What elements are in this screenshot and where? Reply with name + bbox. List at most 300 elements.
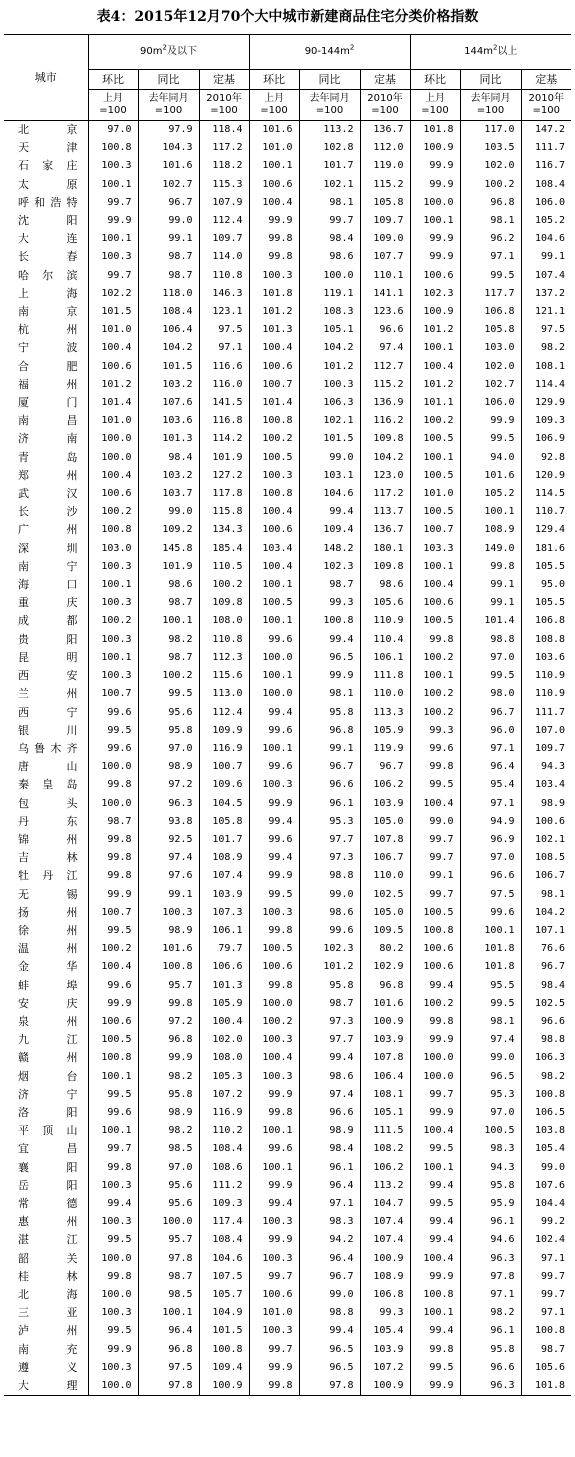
- index-value: 107.6: [521, 1177, 571, 1195]
- index-value: 96.6: [521, 1013, 571, 1031]
- index-value: 109.2: [138, 521, 199, 539]
- index-value: 106.0: [460, 394, 521, 412]
- index-value: 105.6: [521, 1359, 571, 1377]
- index-value: 99.8: [249, 1377, 299, 1396]
- index-value: 98.7: [299, 995, 360, 1013]
- table-row: [4, 1286, 571, 1304]
- group-header-large: $144m^2$以上: [410, 35, 571, 70]
- index-value: 96.4: [299, 1250, 360, 1268]
- table-row: [4, 1250, 571, 1268]
- index-value: 96.1: [299, 1159, 360, 1177]
- index-value: 104.2: [138, 339, 199, 357]
- index-value: 97.1: [521, 1250, 571, 1268]
- index-value: 111.2: [199, 1177, 249, 1195]
- index-value: 97.3: [299, 849, 360, 867]
- table-row: [4, 339, 571, 357]
- city-name: 唐山: [18, 760, 78, 774]
- index-value: 123.0: [360, 467, 410, 485]
- index-value: 107.8: [360, 1049, 410, 1067]
- index-value: 100.1: [460, 922, 521, 940]
- table-row: [4, 176, 571, 194]
- index-value: 99.9: [249, 1359, 299, 1377]
- index-value: 146.3: [199, 285, 249, 303]
- index-value: 100.8: [88, 521, 138, 539]
- table-row: [4, 649, 571, 667]
- index-value: 101.6: [360, 995, 410, 1013]
- index-value: 117.2: [199, 139, 249, 157]
- index-value: 99.5: [88, 1086, 138, 1104]
- index-value: 103.9: [360, 1341, 410, 1359]
- index-value: 98.6: [299, 248, 360, 266]
- city-column-header: 城市: [4, 35, 88, 121]
- index-value: 100.0: [88, 758, 138, 776]
- table-row: [4, 376, 571, 394]
- index-value: 97.1: [521, 1304, 571, 1322]
- index-value: 121.1: [521, 303, 571, 321]
- index-value: 99.8: [138, 995, 199, 1013]
- table-row: [4, 576, 571, 594]
- index-value: 99.4: [410, 1231, 460, 1249]
- table-row: [4, 358, 571, 376]
- index-value: 116.6: [199, 358, 249, 376]
- index-value: 108.4: [199, 1231, 249, 1249]
- city-name: 大理: [18, 1379, 78, 1393]
- index-value: 110.0: [360, 867, 410, 885]
- index-value: 105.5: [521, 594, 571, 612]
- index-value: 95.4: [460, 776, 521, 794]
- index-value: 136.7: [360, 121, 410, 140]
- index-value: 99.8: [88, 849, 138, 867]
- index-value: 97.7: [299, 831, 360, 849]
- index-value: 98.7: [138, 1268, 199, 1286]
- index-value: 109.7: [521, 740, 571, 758]
- index-value: 103.4: [521, 776, 571, 794]
- index-value: 100.4: [199, 1013, 249, 1031]
- index-value: 97.8: [299, 1377, 360, 1396]
- index-value: 107.7: [360, 248, 410, 266]
- index-value: 113.3: [360, 704, 410, 722]
- index-value: 99.9: [410, 1268, 460, 1286]
- index-value: 96.7: [299, 1268, 360, 1286]
- table-row: [4, 303, 571, 321]
- index-value: 117.7: [460, 285, 521, 303]
- index-value: 99.5: [460, 995, 521, 1013]
- index-value: 103.9: [199, 886, 249, 904]
- index-value: 110.2: [199, 1122, 249, 1140]
- city-name: 济南: [18, 432, 78, 446]
- index-value: 101.2: [410, 376, 460, 394]
- index-value: 98.8: [299, 867, 360, 885]
- city-name: 上海: [18, 286, 78, 300]
- index-value: 99.9: [88, 1341, 138, 1359]
- index-value: 100.8: [88, 1049, 138, 1067]
- index-value: 99.5: [88, 722, 138, 740]
- index-value: 101.5: [138, 358, 199, 376]
- index-value: 99.6: [410, 740, 460, 758]
- index-value: 102.3: [299, 940, 360, 958]
- index-value: 99.0: [299, 1286, 360, 1304]
- index-value: 99.8: [249, 1104, 299, 1122]
- index-value: 99.5: [88, 1231, 138, 1249]
- table-row: [4, 285, 571, 303]
- city-name: 杭州: [18, 323, 78, 337]
- index-value: 99.5: [410, 1359, 460, 1377]
- index-value: 98.9: [138, 1104, 199, 1122]
- index-value: 109.8: [360, 430, 410, 448]
- table-row: [4, 1068, 571, 1086]
- index-value: 95.7: [138, 977, 199, 995]
- index-value: 116.9: [199, 740, 249, 758]
- index-value: 100.6: [249, 958, 299, 976]
- index-value: 100.1: [410, 212, 460, 230]
- city-name: 赣州: [18, 1051, 78, 1065]
- index-value: 99.6: [88, 704, 138, 722]
- index-value: 129.4: [521, 521, 571, 539]
- index-value: 99.1: [138, 886, 199, 904]
- index-value: 99.1: [410, 867, 460, 885]
- index-value: 100.3: [249, 1031, 299, 1049]
- index-value: 120.9: [521, 467, 571, 485]
- index-value: 100.4: [249, 558, 299, 576]
- table-row: [4, 1122, 571, 1140]
- index-value: 107.4: [360, 1231, 410, 1249]
- index-value: 96.7: [460, 704, 521, 722]
- index-value: 100.3: [88, 1177, 138, 1195]
- index-value: 110.1: [360, 267, 410, 285]
- index-value: 104.7: [360, 1195, 410, 1213]
- index-value: 104.2: [299, 339, 360, 357]
- index-value: 105.9: [199, 995, 249, 1013]
- index-value: 110.7: [521, 503, 571, 521]
- index-value: 103.6: [521, 649, 571, 667]
- index-value: 99.6: [88, 977, 138, 995]
- index-value: 95.7: [138, 1231, 199, 1249]
- index-value: 100.3: [299, 376, 360, 394]
- index-value: 97.7: [299, 1031, 360, 1049]
- table-row: [4, 1159, 571, 1177]
- index-value: 102.7: [460, 376, 521, 394]
- index-value: 100.2: [199, 576, 249, 594]
- index-value: 148.2: [299, 540, 360, 558]
- index-value: 95.8: [299, 977, 360, 995]
- table-row: [4, 1195, 571, 1213]
- index-value: 109.5: [360, 922, 410, 940]
- index-value: 107.3: [199, 904, 249, 922]
- index-value: 99.9: [249, 1231, 299, 1249]
- index-value: 100.6: [88, 358, 138, 376]
- index-value: 98.2: [138, 631, 199, 649]
- index-value: 118.2: [199, 157, 249, 175]
- index-value: 99.1: [138, 230, 199, 248]
- index-value: 110.8: [199, 631, 249, 649]
- city-name: 武汉: [18, 487, 78, 501]
- index-value: 100.7: [88, 904, 138, 922]
- index-value: 136.9: [360, 394, 410, 412]
- city-name: 金华: [18, 960, 78, 974]
- index-value: 95.8: [138, 722, 199, 740]
- index-value: 101.4: [88, 394, 138, 412]
- index-value: 96.1: [299, 795, 360, 813]
- index-value: 99.9: [410, 230, 460, 248]
- index-value: 97.0: [460, 849, 521, 867]
- index-value: 100.8: [521, 1322, 571, 1340]
- index-value: 101.3: [138, 430, 199, 448]
- index-value: 98.8: [460, 631, 521, 649]
- index-value: 109.8: [199, 594, 249, 612]
- index-value: 117.4: [199, 1213, 249, 1231]
- prev-year-base: 去年同月 =100: [460, 90, 521, 121]
- index-value: 99.0: [299, 449, 360, 467]
- index-value: 100.4: [88, 339, 138, 357]
- table-row: [4, 758, 571, 776]
- index-value: 100.2: [410, 685, 460, 703]
- index-value: 100.1: [410, 449, 460, 467]
- city-name: 南昌: [18, 414, 78, 428]
- index-value: 99.1: [521, 248, 571, 266]
- index-value: 100.4: [249, 1049, 299, 1067]
- index-value: 110.0: [360, 685, 410, 703]
- city-name: 烟台: [18, 1069, 78, 1083]
- city-name: 成都: [18, 614, 78, 628]
- index-value: 100.2: [410, 412, 460, 430]
- index-value: 100.6: [249, 358, 299, 376]
- city-name: 呼和浩特: [18, 195, 78, 209]
- index-value: 100.4: [88, 958, 138, 976]
- index-value: 99.7: [410, 1086, 460, 1104]
- index-value: 97.5: [138, 1359, 199, 1377]
- index-value: 100.5: [410, 612, 460, 630]
- index-value: 108.6: [199, 1159, 249, 1177]
- index-value: 107.2: [360, 1359, 410, 1377]
- index-value: 99.7: [521, 1286, 571, 1304]
- index-value: 141.1: [360, 285, 410, 303]
- index-value: 113.0: [199, 685, 249, 703]
- city-name: 合肥: [18, 359, 78, 373]
- index-value: 100.5: [410, 503, 460, 521]
- index-value: 96.8: [460, 194, 521, 212]
- table-row: [4, 995, 571, 1013]
- city-name: 徐州: [18, 923, 78, 937]
- index-value: 99.0: [410, 813, 460, 831]
- price-index-table: [4, 34, 571, 1396]
- index-value: 99.7: [410, 849, 460, 867]
- base-header: 定基: [521, 70, 571, 90]
- index-value: 105.8: [199, 813, 249, 831]
- index-value: 106.7: [521, 867, 571, 885]
- city-name: 北京: [4, 121, 88, 140]
- table-row: [4, 558, 571, 576]
- index-value: 95.6: [138, 1195, 199, 1213]
- index-value: 100.1: [88, 176, 138, 194]
- index-value: 181.6: [521, 540, 571, 558]
- index-value: 97.9: [138, 121, 199, 140]
- index-value: 97.2: [138, 1013, 199, 1031]
- index-value: 96.5: [299, 1341, 360, 1359]
- index-value: 114.4: [521, 376, 571, 394]
- index-value: 99.6: [249, 631, 299, 649]
- table-row: [4, 1104, 571, 1122]
- index-value: 106.9: [521, 430, 571, 448]
- index-value: 106.1: [360, 649, 410, 667]
- index-value: 99.4: [249, 849, 299, 867]
- index-value: 98.1: [299, 194, 360, 212]
- index-value: 99.5: [410, 776, 460, 794]
- index-value: 99.6: [299, 922, 360, 940]
- index-value: 117.2: [360, 485, 410, 503]
- index-value: 99.7: [249, 1268, 299, 1286]
- index-value: 107.5: [199, 1268, 249, 1286]
- index-value: 127.2: [199, 467, 249, 485]
- index-value: 99.8: [410, 758, 460, 776]
- index-value: 96.6: [460, 867, 521, 885]
- index-value: 100.7: [249, 376, 299, 394]
- index-value: 100.4: [249, 339, 299, 357]
- index-value: 109.4: [199, 1359, 249, 1377]
- index-value: 100.6: [249, 176, 299, 194]
- index-value: 112.4: [199, 704, 249, 722]
- table-row: [4, 740, 571, 758]
- index-value: 98.2: [460, 1304, 521, 1322]
- index-value: 79.7: [199, 940, 249, 958]
- index-value: 97.5: [460, 886, 521, 904]
- city-name: 南宁: [18, 559, 78, 573]
- index-value: 107.0: [521, 722, 571, 740]
- index-value: 98.6: [299, 1068, 360, 1086]
- city-name: 锦州: [18, 832, 78, 846]
- table-row: [4, 1049, 571, 1067]
- group-header-medium: $90-144m^2$: [249, 35, 410, 70]
- index-value: 96.4: [460, 758, 521, 776]
- index-value: 98.4: [299, 230, 360, 248]
- table-row: [4, 394, 571, 412]
- index-value: 98.5: [138, 1140, 199, 1158]
- index-value: 100.2: [410, 704, 460, 722]
- index-value: 100.3: [88, 594, 138, 612]
- city-name: 福州: [18, 377, 78, 391]
- index-value: 106.3: [521, 1049, 571, 1067]
- table-row: [4, 795, 571, 813]
- city-name: 兰州: [18, 687, 78, 701]
- index-value: 99.9: [460, 412, 521, 430]
- index-value: 100.8: [249, 412, 299, 430]
- index-value: 104.2: [360, 449, 410, 467]
- index-value: 100.8: [199, 1341, 249, 1359]
- index-value: 99.9: [88, 995, 138, 1013]
- index-value: 100.8: [249, 485, 299, 503]
- index-value: 106.1: [199, 922, 249, 940]
- table-row: [4, 540, 571, 558]
- index-value: 99.8: [249, 922, 299, 940]
- index-value: 97.5: [521, 321, 571, 339]
- index-value: 107.9: [199, 194, 249, 212]
- index-value: 101.4: [249, 394, 299, 412]
- index-value: 104.4: [521, 1195, 571, 1213]
- index-value: 96.8: [360, 977, 410, 995]
- index-value: 100.2: [88, 612, 138, 630]
- index-value: 100.7: [199, 758, 249, 776]
- index-value: 100.3: [249, 1322, 299, 1340]
- index-value: 98.9: [138, 758, 199, 776]
- index-value: 102.0: [460, 157, 521, 175]
- index-value: 108.9: [460, 521, 521, 539]
- index-value: 100.4: [410, 576, 460, 594]
- index-value: 134.3: [199, 521, 249, 539]
- index-value: 100.1: [138, 612, 199, 630]
- index-value: 97.0: [88, 121, 138, 140]
- table-row: [4, 940, 571, 958]
- yoy-header: 同比: [460, 70, 521, 90]
- index-value: 116.8: [199, 412, 249, 430]
- index-value: 109.6: [199, 776, 249, 794]
- index-value: 100.8: [521, 1086, 571, 1104]
- prev-year-base: 去年同月 =100: [138, 90, 199, 121]
- index-value: 100.2: [410, 649, 460, 667]
- index-value: 100.3: [88, 667, 138, 685]
- index-value: 108.2: [360, 1140, 410, 1158]
- index-value: 101.9: [138, 558, 199, 576]
- index-value: 97.6: [138, 867, 199, 885]
- index-value: 99.4: [299, 503, 360, 521]
- city-name: 昆明: [18, 650, 78, 664]
- index-value: 101.0: [249, 139, 299, 157]
- index-value: 100.6: [410, 940, 460, 958]
- index-value: 100.0: [138, 1213, 199, 1231]
- index-value: 95.6: [138, 704, 199, 722]
- index-value: 99.8: [249, 248, 299, 266]
- table-row: [4, 121, 571, 140]
- city-name: 韶关: [18, 1251, 78, 1265]
- index-value: 95.8: [460, 1177, 521, 1195]
- index-value: 99.8: [249, 230, 299, 248]
- index-value: 99.9: [249, 795, 299, 813]
- city-name: 贵阳: [18, 632, 78, 646]
- index-value: 99.5: [138, 685, 199, 703]
- table-row: [4, 321, 571, 339]
- index-value: 96.4: [138, 1322, 199, 1340]
- index-value: 100.0: [88, 449, 138, 467]
- table-row: [4, 1341, 571, 1359]
- index-value: 102.0: [460, 358, 521, 376]
- index-value: 110.5: [199, 558, 249, 576]
- city-name: 南充: [18, 1342, 78, 1356]
- index-value: 101.2: [299, 958, 360, 976]
- index-value: 98.4: [299, 1140, 360, 1158]
- index-value: 99.2: [521, 1213, 571, 1231]
- index-value: 99.3: [410, 722, 460, 740]
- index-value: 100.2: [249, 430, 299, 448]
- index-value: 100.5: [249, 594, 299, 612]
- index-value: 103.4: [249, 540, 299, 558]
- index-value: 98.7: [138, 649, 199, 667]
- index-value: 97.1: [460, 1286, 521, 1304]
- index-value: 109.3: [521, 412, 571, 430]
- table-row: [4, 521, 571, 539]
- index-value: 95.0: [521, 576, 571, 594]
- index-value: 115.2: [360, 176, 410, 194]
- index-value: 100.0: [299, 267, 360, 285]
- city-name: 西安: [18, 669, 78, 683]
- index-value: 96.6: [360, 321, 410, 339]
- index-value: 100.8: [138, 958, 199, 976]
- index-value: 106.4: [360, 1068, 410, 1086]
- index-value: 100.1: [88, 230, 138, 248]
- index-value: 103.7: [138, 485, 199, 503]
- index-value: 99.9: [88, 212, 138, 230]
- index-value: 100.1: [249, 740, 299, 758]
- index-value: 98.1: [521, 886, 571, 904]
- index-value: 100.1: [249, 1122, 299, 1140]
- index-value: 100.0: [249, 685, 299, 703]
